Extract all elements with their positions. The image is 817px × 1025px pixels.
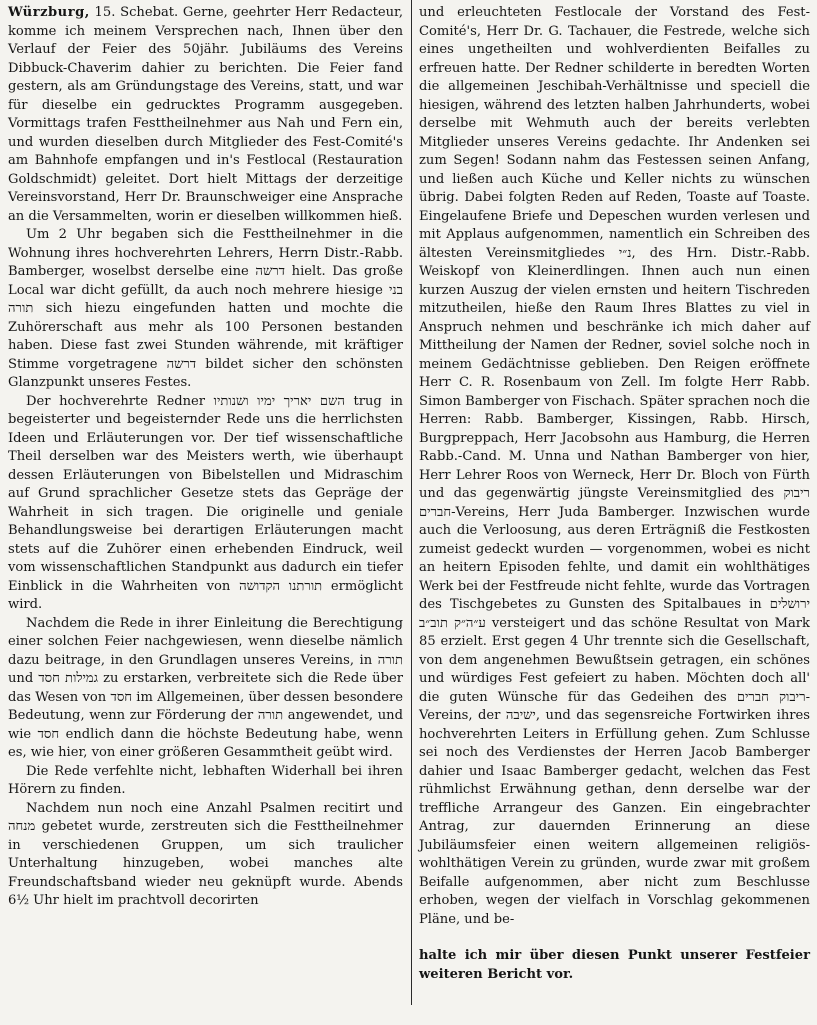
article-right-column — [419, 4, 810, 984]
article-left-column — [8, 4, 403, 911]
article-paragraph: Nachdem nun noch eine Anzahl Psalmen recitirt und מנחה gebetet wurde, zerstreuten sich die Festtheilnehmer in verschiedenen Gruppen, um sich traulicher Unterhaltung hinzugeben, wobei manches alte Freundschaftsband wieder neu geknüpft wurde. Abends 6½ Uhr hielt im prachtvoll decorirten — [8, 800, 403, 908]
dateline-place: Würzburg, — [8, 5, 90, 20]
article-paragraph: Die Rede verfehlte nicht, lebhaften Widerhall bei ihren Hörern zu finden. — [8, 763, 403, 797]
article-paragraph — [8, 4, 403, 226]
article-closing-line: halte ich mir über diesen Punkt unserer Festfeier weiteren Bericht vor. — [419, 948, 810, 982]
paragraph-text: 15. Schebat. Gerne, geehrter Herr Redacteur, komme ich meinem Versprechen nach, Ihnen über den Verlauf der Feier des 50jähr. Jubiläums des Vereins Dibbuck-Chaverim dahier zu berichten. Die Feier fand gestern, als am Gründungstage des Vereins, statt, und war für dieselbe ein gedrucktes Programm ausgegeben. Vormittags trafen Festtheilnehmer aus Nah und Fern ein, und wurden dieselben durch Mitglieder des Fest-Comité's am Bahnhofe empfangen und in's Festlocal (Restauration Goldschmidt) geleitet. Dort hielt Mittags der derzeitige Vereinsvorstand, Herr Dr. Braunschweiger eine Ansprache an die Versammelten, worin er dieselben willkommen hieß. — [8, 5, 403, 224]
article-paragraph: Um 2 Uhr begaben sich die Festtheilnehmer in die Wohnung ihres hochverehrten Lehrers, Herrn Distr.-Rabb. Bamberger, woselbst derselbe eine דרשה hielt. Das große Local war dicht gefüllt, da auch noch mehrere hiesige בני תורה sich hiezu eingefunden hatten und mochte die Zuhörerschaft aus mehr als 100 Personen bestanden haben. Diese fast zwei Stunden währende, mit kräftiger Stimme vorgetragene דרשה bildet sicher den schönsten Glanzpunkt unseres Festes. — [8, 227, 403, 390]
article-paragraph: und erleuchteten Festlocale der Vorstand des Fest-Comité's, Herr Dr. G. Tachauer, die Festrede, welche sich eines ungetheilten und wohlverdienten Beifalles zu erfreuen hatte. Der Redner schilderte in beredten Worten die allgemeinen Jeschibah-Verhältnisse und speciell die hiesigen, während des letzten halben Jahrhunderts, wobei derselbe mit Wehmuth auch der bereits verlebten Mitglieder unseres Vereins gedachte. Ihr Andenken sei zum Segen! Sodann nahm das Festessen seinen Anfang, und ließen auch Küche und Keller nichts zu wünschen übrig. Dabei folgten Reden auf Reden, Toaste auf Toaste. Eingelaufene Briefe und Depeschen wurden verlesen und mit Applaus aufgenommen, namentlich ein Schreiben des ältesten Vereinsmitgliedes נ״י, des Hrn. Distr.-Rabb. Weiskopf von Kleinerdlingen. Ihnen auch nun einen kurzen Auszug der vielen ernsten und heitern Tischreden mitzutheilen, hieße den Raum Ihres Blattes zu viel in Anspruch nehmen und beschränke ich mich daher auf Mittheilung der Namen der Redner, soviel solche noch in meinem Gedächtnisse geblieben. Den Reigen eröffnete Herr C. R. Rosenbaum von Zell. Im folgte Herr Rabb. Simon Bamberger von Fischach. Später sprachen noch die Herren: Rabb. Bamberger, Kissingen, Rabb. Hirsch, Burgpreppach, Herr Jacobsohn aus Hamburg, die Herren Rabb.-Cand. M. Unna und Nathan Bamberger von hier, Herr Lehrer Roos von Werneck, Herr Dr. Bloch von Fürth und das gegenwärtig jüngste Vereinsmitglied des ריבוק חברים-Vereins, Herr Juda Bamberger. Inzwischen wurde auch die Verloosung, aus deren Erträgniß die Festkosten zumeist gedeckt wurden — vorgenommen, wobei es nicht an heitern Episoden fehlte, und damit ein wohlthätiges Werk bei der Festfreude nicht fehlte, wurde das Vortragen des Tischgebetes zu Gunsten des Spitalbaues in ירושלים ע״ה״ק תוב״ב versteigert und das schöne Resultat von Mark 85 erzielt. Erst gegen 4 Uhr trennte sich die Gesellschaft, von dem angenehmen Bewußtsein getragen, ein schönes und würdiges Fest gefeiert zu haben. Möchten doch all' die guten Wünsche für das Gedeihen des ריבוק חברים-Vereins, der ישיבה, und das segensreiche Fortwirken ihres hochverehrten Leiters in Erfüllung gehen. Zum Schlusse sei noch des Verdienstes der Herren Jacob Bamberger dahier und Isaac Bamberger gedacht, welchen das Fest rühmlichst Erwähnung gethan, denn derselbe war der treffliche Arrangeur des Ganzen. Ein eingebrachter Antrag, zur dauernden Erinnerung an diese Jubiläumsfeier einen weitern allgemeinen religiös-wohlthätigen Verein zu gründen, wurde zwar mit großem Beifalle aufgenommen, aber nicht zum Beschlusse erhoben, wegen der vielfach in Vorschlag gekommenen Pläne, und be- — [419, 5, 810, 927]
article-paragraph: Der hochverehrte Redner השם יאריך ימיו ושנותיו trug in begeisterter und begeisternder Rede uns die herrlichsten Ideen und Erläuterungen vor. Der tief wissenschaftliche Theil derselben war des Meisters werth, wie überhaupt dessen Erläuterungen von Bibelstellen und Midraschim auf Grund sprachlicher Gesetze stets das Gepräge der Wahrheit in sich tragen. Die originelle und geniale Behandlungsweise bei derartigen Erläuterungen macht stets auf die Zuhörer einen erhebenden Eindruck, weil vom wissenschaftlichen Standpunkt aus dadurch ein tiefer Einblick in die Wahrheiten von תורתנו הקדושה ermöglicht wird. — [8, 393, 403, 612]
column-divider — [411, 0, 412, 1005]
article-paragraph: Nachdem die Rede in ihrer Einleitung die Berechtigung einer solchen Feier nachgewiesen, wenn dieselbe nämlich dazu beitrage, in den Grundlagen unseres Vereins, in תורה und גמילות חסד zu erstarken, verbreitete sich die Rede über das Wesen von חסד im Allgemeinen, über dessen besondere Bedeutung, wenn zur Förderung der תורה angewendet, und wie חסד endlich dann die höchste Bedeutung habe, wenn es, wie hier, von einer größeren Gesammtheit geübt wird. — [8, 615, 403, 760]
